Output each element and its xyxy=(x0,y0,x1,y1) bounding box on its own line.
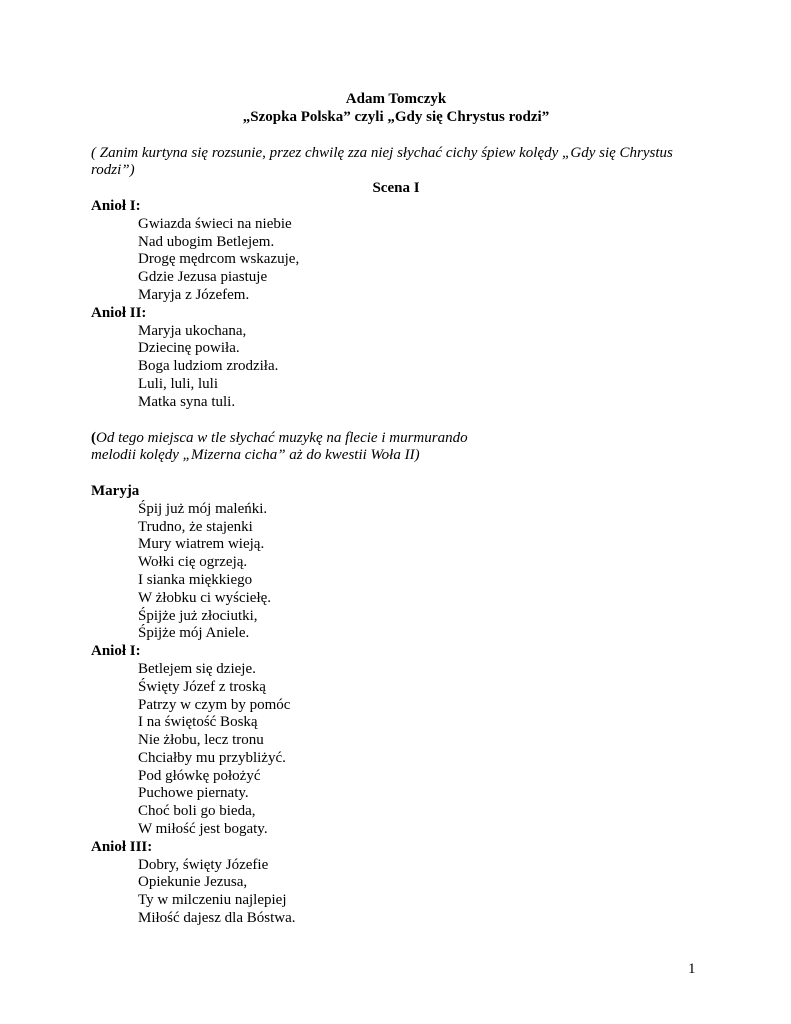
verse-line: Gdzie Jezusa piastuje xyxy=(138,269,268,286)
verse-line: Choć boli go bieda, xyxy=(138,803,256,820)
stage-direction-line: melodii kolędy „Mizerna cicha” aż do kwestii Woła II) xyxy=(91,447,420,464)
stage-direction-2 xyxy=(91,430,701,466)
verse-line: Śpijże już złociutki, xyxy=(138,607,258,624)
verse-line: Mury wiatrem wieją. xyxy=(138,536,265,553)
speech-block-3 xyxy=(91,483,701,643)
verse-line: I na świętość Boską xyxy=(138,714,258,731)
verse-lines xyxy=(91,661,701,839)
author-heading: Adam Tomczyk xyxy=(345,91,447,107)
open-paren: ( xyxy=(91,429,96,446)
verse-line: Święty Józef z troską xyxy=(138,678,266,695)
verse-line: Chciałby mu przybliżyć. xyxy=(138,749,286,766)
speaker-name: Anioł III: xyxy=(91,838,153,855)
blank-line xyxy=(91,465,701,483)
verse-line: Nad ubogim Betlejem. xyxy=(138,233,275,250)
verse-line: Opiekunie Jezusa, xyxy=(138,874,248,891)
verse-line: Betlejem się dzieje. xyxy=(138,660,256,677)
verse-line: Luli, luli, luli xyxy=(138,375,219,392)
verse-line: Śpij już mój maleńki. xyxy=(138,500,268,517)
page-number: 1 xyxy=(688,961,696,977)
verse-line: I sianka miękkiego xyxy=(138,571,253,588)
speech-block-4 xyxy=(91,643,701,839)
stage-direction-1: ( Zanim kurtyna się rozsunie, przez chwilę zza niej słychać cichy śpiew kolędy „Gdy się Chrystus rodzi”) xyxy=(91,144,673,179)
verse-lines xyxy=(91,323,701,412)
verse-line: Miłość dajesz dla Bóstwa. xyxy=(138,910,296,927)
speaker-name: Anioł II: xyxy=(91,304,147,321)
verse-line: Boga ludziom zrodziła. xyxy=(138,358,279,375)
verse-line: Wołki cię ogrzeją. xyxy=(138,554,248,571)
verse-line: Dziecinę powiła. xyxy=(138,340,240,357)
verse-line: Patrzy w czym by pomóc xyxy=(138,696,291,713)
verse-line: Ty w milczeniu najlepiej xyxy=(138,892,287,909)
stage-direction-line: Od tego miejsca w tle słychać muzykę na flecie i murmurando xyxy=(96,429,468,446)
verse-line: Śpijże mój Aniele. xyxy=(138,625,250,642)
verse-lines xyxy=(91,501,701,643)
speech-block-5 xyxy=(91,839,701,928)
verse-line: Gwiazda świeci na niebie xyxy=(138,215,292,232)
verse-line: W miłość jest bogaty. xyxy=(138,821,268,838)
verse-line: Trudno, że stajenki xyxy=(138,518,253,535)
speaker-name: Maryja xyxy=(91,482,140,499)
verse-line: W żłobku ci wyściełę. xyxy=(138,589,272,606)
verse-line: Drogę mędrcom wskazuje, xyxy=(138,251,300,268)
verse-lines xyxy=(91,857,701,928)
speaker-name: Anioł I: xyxy=(91,197,141,214)
verse-line: Puchowe piernaty. xyxy=(138,785,249,802)
speaker-name: Anioł I: xyxy=(91,643,141,660)
verse-line: Nie żłobu, lecz tronu xyxy=(138,732,264,749)
speech-block-2 xyxy=(91,305,701,412)
speech-block-1 xyxy=(91,198,701,305)
verse-lines xyxy=(91,216,701,305)
scene-title: Scena I xyxy=(372,180,420,197)
document-page xyxy=(91,91,701,928)
verse-line: Matka syna tuli. xyxy=(138,393,236,410)
verse-line: Maryja z Józefem. xyxy=(138,286,250,303)
verse-line: Maryja ukochana, xyxy=(138,322,247,339)
verse-line: Dobry, święty Józefie xyxy=(138,856,269,873)
play-title: „Szopka Polska” czyli „Gdy się Chrystus rodzi” xyxy=(242,108,550,125)
verse-line: Pod główkę położyć xyxy=(138,767,261,784)
